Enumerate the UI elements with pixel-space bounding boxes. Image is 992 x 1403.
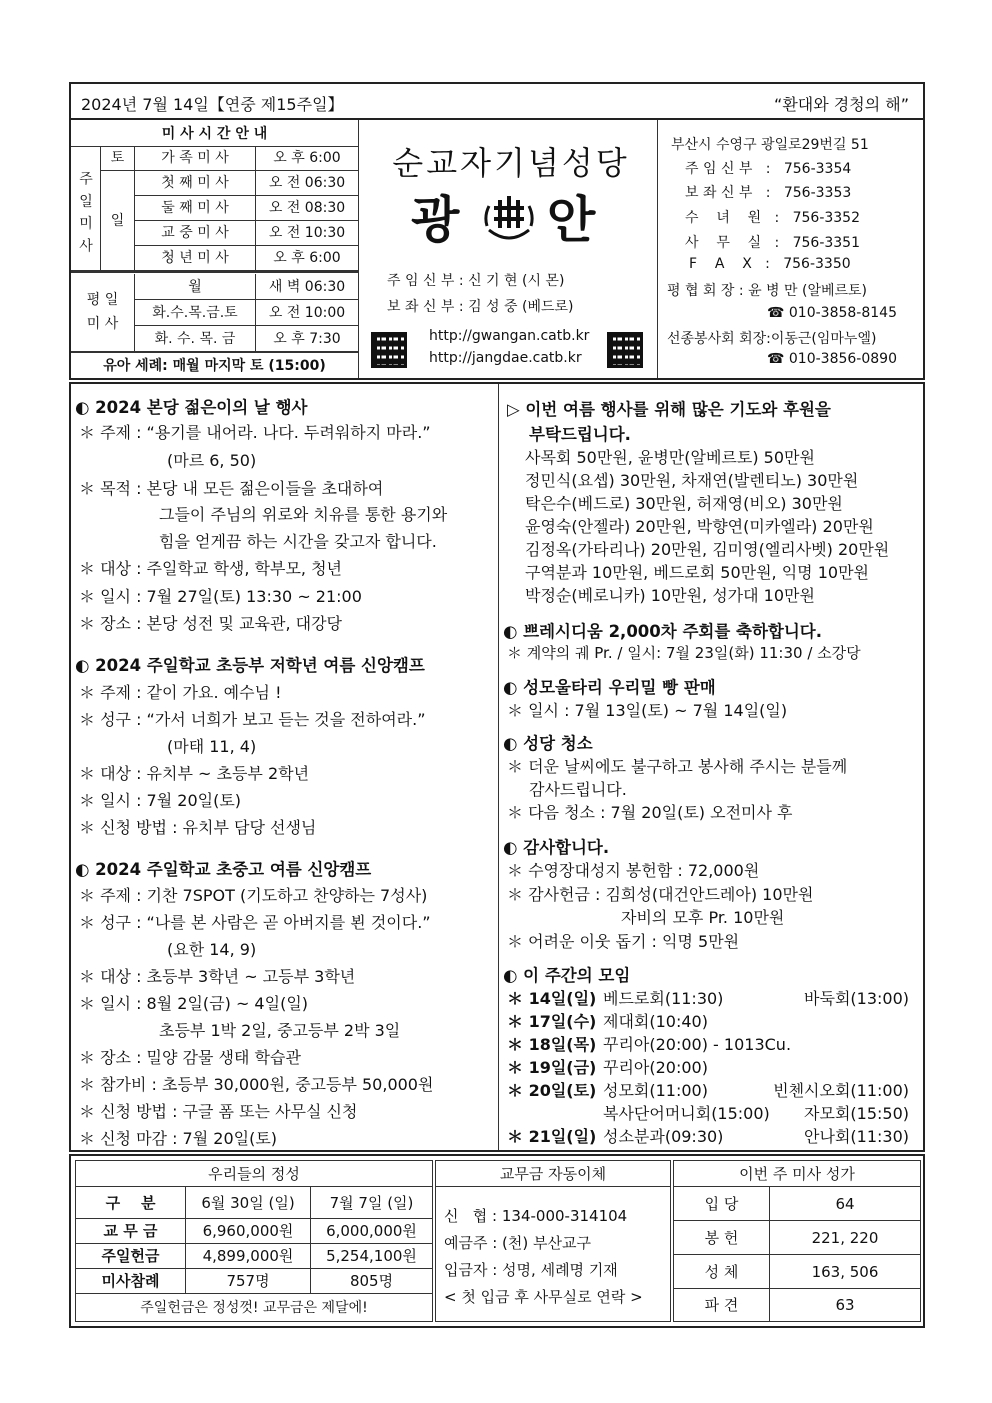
section-title-legio: ◐ 쁘레시디움 2,000차 주회를 축하합니다.: [503, 622, 822, 641]
sunday-row-4: [135, 221, 358, 246]
youth-day-line: ＊ 장소 : 본당 성전 및 교육관, 대강당: [79, 614, 343, 633]
weekday-row-2: [135, 300, 358, 326]
youth-day-line: ＊ 일시 : 7월 27일(토) 13:30 ~ 21:00: [79, 587, 362, 606]
donor-line: 윤영숙(안젤라) 20만원, 박향연(미카엘라) 20만원: [525, 517, 874, 536]
hymn-label: 성 체: [674, 1255, 770, 1289]
church-emblem-icon: [481, 190, 537, 242]
donor-line: 사목회 50만원, 윤병만(알베르토) 50만원: [525, 448, 815, 467]
hymns-title: 이번 주 미사 성가: [674, 1161, 920, 1187]
mass-time: 오 전 06:30: [268, 175, 346, 191]
section-title-junior-camp: ◐ 2024 주일학교 초등부 저학년 여름 신앙캠프: [75, 656, 425, 675]
meeting-day: ＊ 18일(목): [507, 1035, 597, 1054]
mass-name: 화.수.목.금.토: [135, 300, 256, 326]
council-president: 평 협 회 장 : 윤 병 만 (알베르토): [667, 283, 868, 299]
meeting-a: 성소분과(09:30): [603, 1127, 724, 1146]
hymn-label: 파 견: [674, 1289, 770, 1321]
offerings-footer: 주일헌금은 정성껏! 교무금은 제달에!: [140, 1300, 368, 1316]
donor-line: 김정옥(가타리나) 20만원, 김미영(엘리사벳) 20만원: [525, 540, 890, 559]
pastor-line: 주 임 신 부 : 신 기 현 (시 몬): [387, 273, 565, 289]
row-value: 5,254,100원: [326, 1247, 417, 1265]
contact-phone: 사 무 실 : 756-3351: [685, 235, 860, 251]
donor-line: 박정순(베로니카) 10만원, 성가대 10만원: [525, 586, 815, 605]
donor-line: 정민식(요셉) 30만원, 차재연(발렌티노) 30만원: [525, 471, 859, 490]
mass-grid: [71, 146, 358, 356]
row-value: 805명: [349, 1272, 394, 1290]
mass-name: 첫 째 미 사: [135, 171, 256, 196]
meeting-row: [507, 986, 917, 1008]
col-week1: 6월 30일 (일): [186, 1187, 311, 1219]
autopay-bank: 신 협 : 134-000-314104: [444, 1207, 628, 1225]
youth-day-line: 그들이 주님의 위로와 치유를 통한 용기와: [159, 505, 448, 524]
autopay-note: < 첫 입금 후 사무실로 연락 >: [444, 1288, 643, 1306]
contact-fax: F A X : 756-3350: [689, 256, 851, 272]
sunday-row-2: [135, 171, 358, 196]
meeting-a: 꾸리아(20:00): [603, 1058, 708, 1077]
gratitude-line: ＊ 어려운 이웃 돕기 : 익명 5만원: [507, 932, 740, 951]
mass-name: 교 중 미 사: [135, 221, 256, 246]
mass-column-divider: [358, 120, 359, 378]
bread-sale-line: ＊ 일시 : 7월 13일(토) ~ 7월 14일(일): [507, 701, 788, 720]
hymn-row: [674, 1255, 920, 1289]
info-box: [69, 118, 925, 380]
meeting-a: 복사단어머니회(15:00): [603, 1104, 770, 1123]
meeting-b: 안나회(11:30): [804, 1127, 909, 1146]
youth-camp-line: (요한 14, 9): [167, 940, 257, 959]
mass-name: 가 족 미 사: [135, 146, 256, 171]
youth-camp-line: ＊ 참가비 : 초등부 30,000원, 중고등부 50,000원: [79, 1075, 434, 1094]
meeting-row: [507, 1032, 917, 1054]
youth-camp-line: ＊ 장소 : 밀양 감물 생태 학습관: [79, 1048, 301, 1067]
meeting-row: [507, 1101, 917, 1123]
mass-schedule-table: [71, 120, 358, 147]
meeting-a: 제대회(10:40): [603, 1012, 708, 1031]
mass-time: 오 후 6:00: [273, 250, 341, 266]
header-bar: [69, 82, 925, 120]
junior-camp-line: (마태 11, 4): [167, 737, 257, 756]
qr-code-icon: [371, 332, 407, 368]
youth-day-line: ＊ 대상 : 주일학교 학생, 학부모, 청년: [79, 559, 343, 578]
mass-time: 오 후 7:30: [273, 331, 341, 347]
meeting-day: ＊ 19일(금): [507, 1058, 597, 1077]
year-motto: “환대와 경청의 해”: [774, 95, 909, 114]
sunday-row-3: [135, 196, 358, 221]
gratitude-line: ＊ 수영장대성지 봉헌함 : 72,000원: [507, 861, 760, 880]
church-subtitle: 순교자기념성당: [392, 144, 630, 182]
row-value: 6,000,000원: [326, 1222, 417, 1240]
mass-time: 오 전 10:30: [268, 225, 346, 241]
meeting-b: 자모회(15:50): [804, 1104, 909, 1123]
col-week2: 7월 7일 (일): [329, 1194, 414, 1212]
junior-camp-line: ＊ 신청 방법 : 유치부 담당 선생님: [79, 818, 317, 837]
meeting-row: [507, 1009, 917, 1031]
youth-camp-line: ＊ 신청 마감 : 7월 20일(토): [79, 1129, 278, 1148]
youth-camp-line: ＊ 성구 : “나를 본 사람은 곧 아버지를 뵌 것이다.”: [79, 913, 431, 932]
section-title-youth-camp: ◐ 2024 주일학교 초중고 여름 신앙캠프: [75, 860, 372, 879]
mass-name: 청 년 미 사: [135, 246, 256, 271]
left-column: [75, 384, 495, 1150]
mass-time: 오 전 10:00: [268, 305, 346, 321]
row-label: 미사참례: [76, 1269, 186, 1294]
hymns-panel: [673, 1160, 921, 1322]
sunday-row-1: [135, 146, 358, 171]
youth-day-line: (마르 6, 50): [167, 451, 257, 470]
youth-camp-line: 초등부 1박 2일, 중고등부 2박 3일: [159, 1021, 401, 1040]
section-title-youth-day: ◐ 2024 본당 젊은이의 날 행사: [75, 398, 308, 417]
junior-camp-line: ＊ 주제 : 같이 가요. 예수님 !: [79, 683, 282, 702]
website-link-1[interactable]: http://gwangan.catb.kr: [429, 328, 590, 344]
offerings-row: [76, 1269, 432, 1294]
mass-name: 월: [135, 274, 256, 300]
offerings-row: [76, 1219, 432, 1244]
contact-phone: 수 녀 원 : 756-3352: [685, 210, 860, 226]
meeting-a: 꾸리아(20:00) - 1013Cu.: [603, 1035, 792, 1054]
mass-time: 오 후 6:00: [273, 150, 341, 166]
saturday-label: 토: [101, 146, 135, 171]
offerings-panel: [75, 1160, 433, 1322]
hymn-number: 63: [835, 1296, 855, 1314]
youth-camp-line: ＊ 일시 : 8월 2일(금) ~ 4일(일): [79, 994, 309, 1013]
autopay-panel: [435, 1160, 671, 1322]
meeting-b: 빈첸시오회(11:00): [773, 1081, 909, 1100]
cleaning-line: ＊ 더운 날씨에도 불구하고 봉사해 주시는 분들께: [507, 757, 848, 776]
content-box: [69, 382, 925, 1152]
offerings-row: [76, 1244, 432, 1269]
qr-code-icon: [607, 332, 643, 368]
junior-camp-line: ＊ 성구 : “가서 너희가 보고 듣는 것을 전하여라.”: [79, 710, 426, 729]
youth-day-line: ＊ 주제 : “용기를 내어라. 나다. 두려워하지 마라.”: [79, 423, 431, 442]
meeting-row: [507, 1055, 917, 1077]
weekday-row-3: [135, 326, 358, 352]
weekday-mass-label: 평 일 미 사: [71, 274, 135, 352]
funeral-committee-phone: ☎ 010-3856-0890: [767, 351, 897, 367]
youth-camp-line: ＊ 주제 : 기찬 7SPOT (기도하고 찬양하는 7성사): [79, 886, 428, 905]
col-category: 구 분: [76, 1187, 186, 1219]
meeting-a: 베드로회(11:30): [603, 989, 724, 1008]
offerings-header-row: [76, 1187, 432, 1219]
hymn-row: [674, 1221, 920, 1255]
hymn-label: 입 당: [674, 1187, 770, 1221]
hymn-number: 221, 220: [811, 1229, 879, 1247]
mass-schedule-title: 미 사 시 간 안 내: [71, 120, 358, 146]
hymn-number: 163, 506: [811, 1263, 879, 1281]
issue-date: 2024년 7월 14일【연중 제15주일】: [81, 95, 344, 114]
youth-camp-line: ＊ 대상 : 초등부 3학년 ~ 고등부 3학년: [79, 967, 356, 986]
junior-camp-line: ＊ 대상 : 유치부 ~ 초등부 2학년: [79, 764, 310, 783]
hymn-label: 봉 헌: [674, 1221, 770, 1255]
autopay-title: 교무금 자동이체: [436, 1161, 670, 1187]
right-column: [503, 384, 923, 1150]
mass-time: 새 벽 06:30: [268, 279, 346, 295]
sunday-label: 일: [101, 171, 135, 271]
meeting-day: ＊ 20일(토): [507, 1081, 597, 1100]
row-value: 757명: [186, 1269, 311, 1294]
meeting-row: [507, 1124, 917, 1146]
autopay-holder: 예금주 : (천) 부산교구: [444, 1234, 591, 1252]
cleaning-line: ＊ 다음 청소 : 7월 20일(토) 오전미사 후: [507, 803, 793, 822]
donor-line: 탁은수(베드로) 30만원, 허재영(비오) 30만원: [525, 494, 843, 513]
cleaning-line: 감사드립니다.: [529, 780, 627, 799]
junior-camp-line: ＊ 일시 : 7월 20일(토): [79, 791, 242, 810]
row-value: 4,899,000원: [186, 1244, 311, 1269]
assistant-pastor-line: 보 좌 신 부 : 김 성 중 (베드로): [387, 299, 574, 315]
mass-name: 둘 째 미 사: [135, 196, 256, 221]
hymn-number: 64: [835, 1195, 855, 1213]
infant-baptism-note: 유아 세례: 매월 마지막 토 (15:00): [71, 352, 358, 378]
weekday-row-1: [135, 274, 358, 300]
section-title-cleaning: ◐ 성당 청소: [503, 734, 593, 753]
sponsor-thanks-title: ▷ 이번 여름 행사를 위해 많은 기도와 후원을: [507, 400, 831, 419]
hymn-row: [674, 1187, 920, 1221]
legio-line: ＊ 계약의 궤 Pr. / 일시: 7월 23일(화) 11:30 / 소강당: [507, 644, 861, 662]
autopay-depositor: 입금자 : 성명, 세례명 기재: [444, 1261, 618, 1279]
sunday-row-5: [135, 246, 358, 271]
church-name-right: 안: [547, 191, 596, 249]
hymn-row: [674, 1289, 920, 1321]
contact-column-divider: [657, 120, 658, 378]
meeting-day: ＊ 14일(일): [507, 989, 597, 1008]
church-name-left: 광: [411, 191, 460, 249]
row-value: 6,960,000원: [186, 1219, 311, 1244]
contact-phone: 주 임 신 부 : 756-3354: [685, 161, 852, 177]
meeting-day: ＊ 17일(수): [507, 1012, 597, 1031]
mass-time: 오 전 08:30: [268, 200, 346, 216]
gratitude-line: 자비의 모후 Pr. 10만원: [621, 908, 785, 927]
section-title-gratitude: ◐ 감사합니다.: [503, 838, 610, 857]
column-divider: [498, 384, 499, 1150]
funeral-committee-president: 선종봉사회 회장:이동근(임마누엘): [667, 331, 877, 347]
offerings-title: 우리들의 정성: [76, 1161, 432, 1187]
sponsor-thanks-title-cont: 부탁드립니다.: [529, 425, 631, 444]
youth-day-line: 힘을 얻게끔 하는 시간을 갖고자 합니다.: [159, 532, 437, 551]
mass-grid-divider: [71, 271, 358, 273]
website-link-2[interactable]: http://jangdae.catb.kr: [429, 350, 582, 366]
council-phone: ☎ 010-3858-8145: [767, 305, 897, 321]
mass-name: 화. 수. 목. 금: [135, 326, 256, 352]
meeting-row: [507, 1078, 917, 1100]
sunday-mass-label: 주 일 미 사: [71, 146, 101, 271]
section-title-bread-sale: ◐ 성모울타리 우리밀 빵 판매: [503, 678, 716, 697]
section-title-meetings: ◐ 이 주간의 모임: [503, 966, 631, 985]
youth-day-line: ＊ 목적 : 본당 내 모든 젊은이들을 초대하여: [79, 479, 384, 498]
youth-camp-line: ＊ 신청 방법 : 구글 폼 또는 사무실 신청: [79, 1102, 358, 1121]
meeting-a: 성모회(11:00): [603, 1081, 708, 1100]
row-label: 주일헌금: [76, 1244, 186, 1269]
bottom-box: [69, 1154, 925, 1328]
meeting-day: ＊ 21일(일): [507, 1127, 597, 1146]
contact-phone: 보 좌 신 부 : 756-3353: [685, 185, 852, 201]
row-label: 교 무 금: [76, 1219, 186, 1244]
donor-line: 구역분과 10만원, 베드로회 50만원, 익명 10만원: [525, 563, 869, 582]
church-address: 부산시 수영구 광일로29번길 51: [671, 137, 869, 153]
gratitude-line: ＊ 감사헌금 : 김희성(대건안드레아) 10만원: [507, 885, 814, 904]
meeting-b: 바둑회(13:00): [804, 989, 909, 1008]
